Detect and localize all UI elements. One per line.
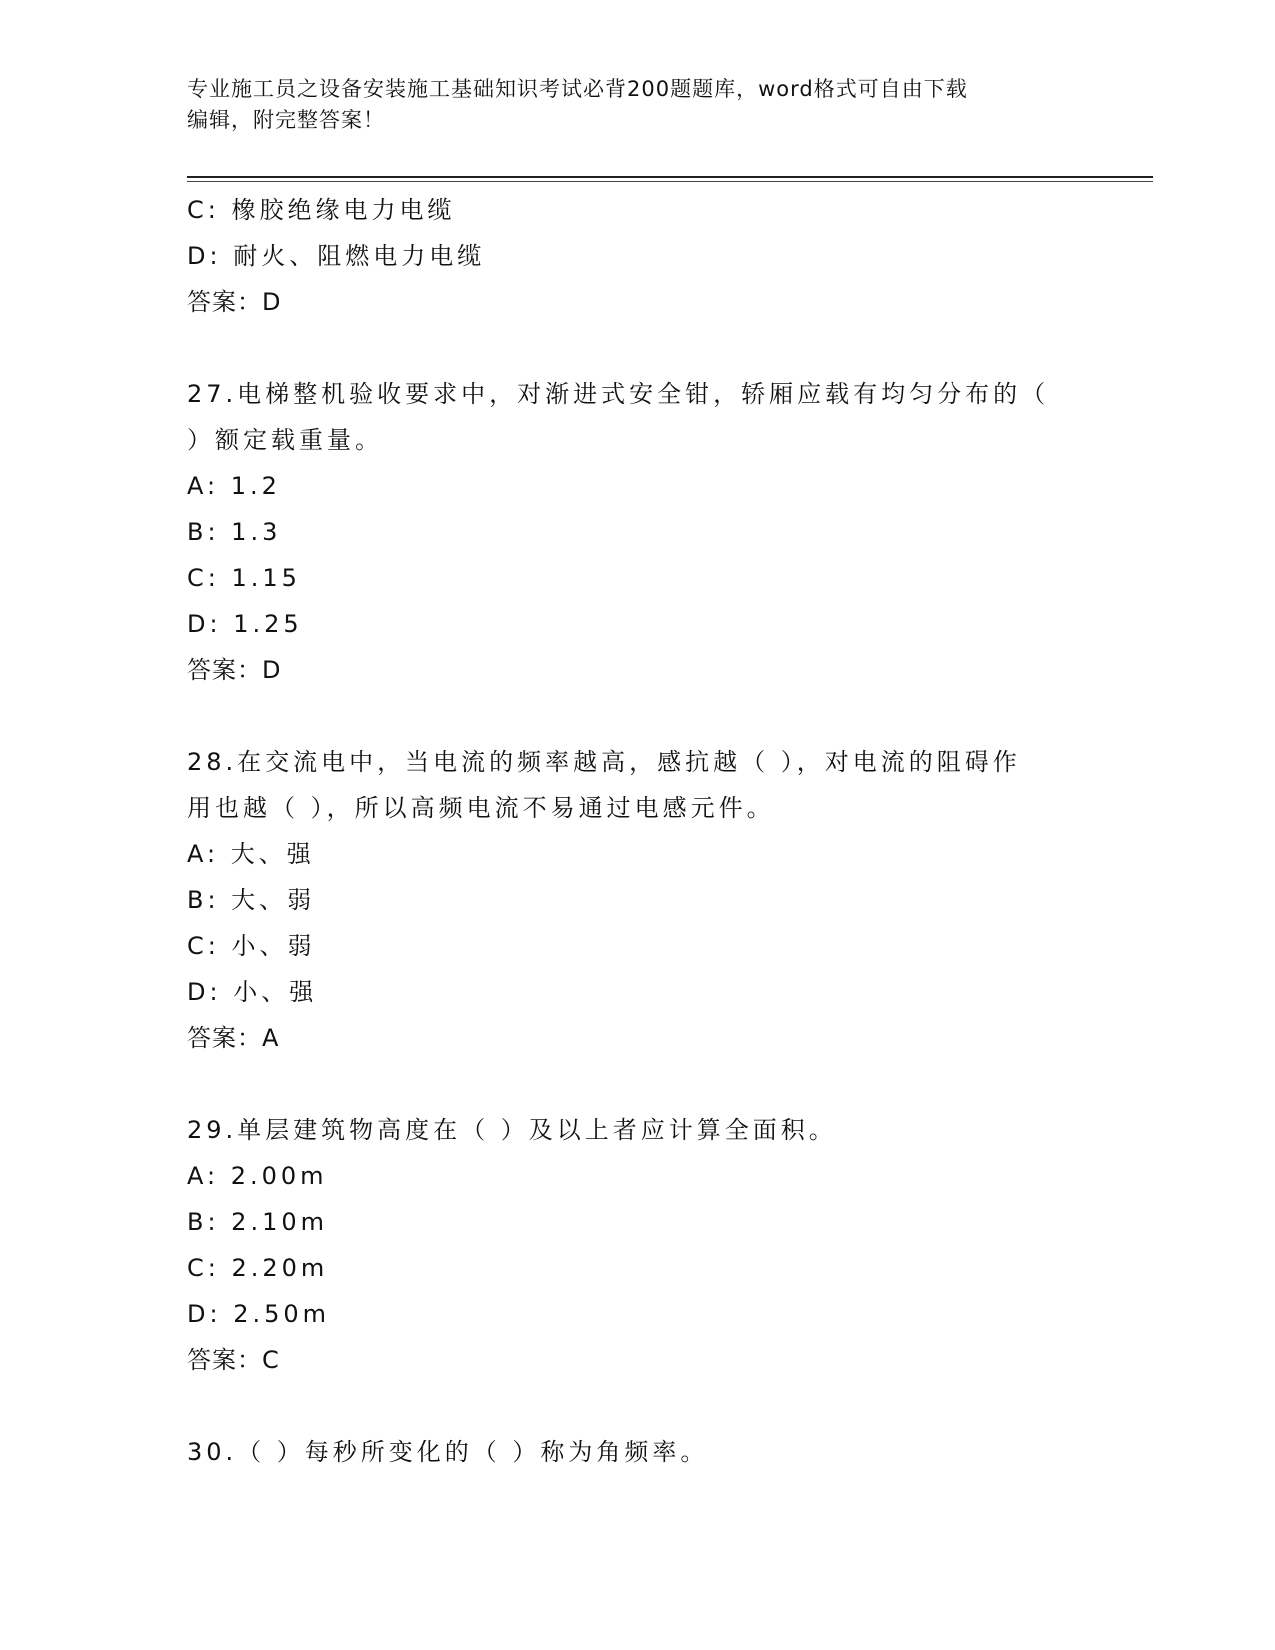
option-b: B: 1.3 xyxy=(187,518,282,546)
answer-line: 答案：D xyxy=(187,288,282,316)
header-divider-thin xyxy=(187,181,1153,182)
question-stem-line: 28.在交流电中，当电流的频率越高，感抗越（ ），对电流的阻碍作 xyxy=(187,748,1021,776)
document-header xyxy=(187,74,1087,136)
header-divider-thick xyxy=(187,176,1153,178)
option-d: D: 小、强 xyxy=(187,978,318,1006)
question-stem-line: 30.（ ）每秒所变化的（ ）称为角频率。 xyxy=(187,1438,709,1466)
previous-question-tail xyxy=(187,187,1087,325)
question-27 xyxy=(187,371,1087,693)
option-c: C: 1.15 xyxy=(187,564,301,592)
option-b: B: 大、弱 xyxy=(187,886,316,914)
option-c: C: 小、弱 xyxy=(187,932,316,960)
option-c: C: 橡胶绝缘电力电缆 xyxy=(187,196,456,224)
header-title-line-1: 专业施工员之设备安装施工基础知识考试必背200题题库，word格式可自由下载 xyxy=(187,77,968,101)
option-c: C: 2.20m xyxy=(187,1254,329,1282)
header-title-line-2: 编辑，附完整答案！ xyxy=(187,108,385,132)
question-stem-line: 用也越（ ），所以高频电流不易通过电感元件。 xyxy=(187,794,775,822)
answer-line: 答案：D xyxy=(187,656,282,684)
question-28 xyxy=(187,739,1087,1061)
option-a: A: 大、强 xyxy=(187,840,315,868)
question-29 xyxy=(187,1107,1087,1383)
question-stem-line: 29.单层建筑物高度在（ ）及以上者应计算全面积。 xyxy=(187,1116,837,1144)
answer-line: 答案：A xyxy=(187,1024,280,1052)
option-d: D: 1.25 xyxy=(187,610,303,638)
question-30 xyxy=(187,1429,1087,1475)
answer-line: 答案：C xyxy=(187,1346,280,1374)
option-d: D: 2.50m xyxy=(187,1300,331,1328)
question-content xyxy=(187,187,1087,1475)
question-stem-line: 27.电梯整机验收要求中，对渐进式安全钳，轿厢应载有均匀分布的（ xyxy=(187,380,1050,408)
option-a: A: 2.00m xyxy=(187,1162,328,1190)
option-a: A: 1.2 xyxy=(187,472,281,500)
option-b: B: 2.10m xyxy=(187,1208,328,1236)
question-stem-line: ）额定载重量。 xyxy=(187,426,383,454)
option-d: D: 耐火、阻燃电力电缆 xyxy=(187,242,486,270)
